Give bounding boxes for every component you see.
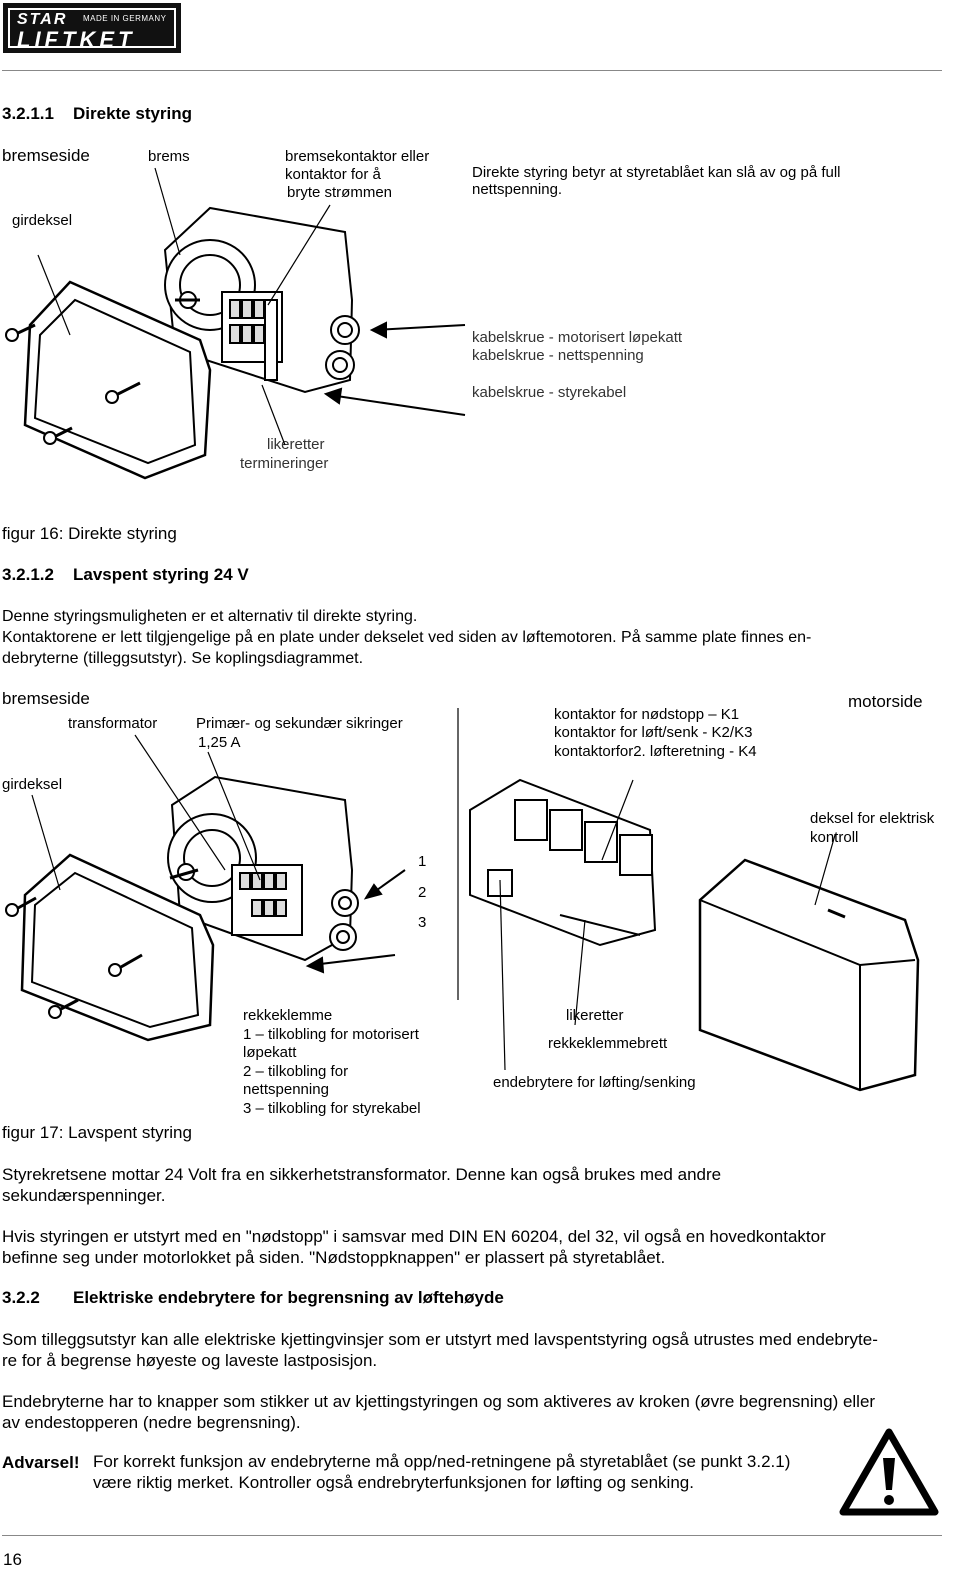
body4-line2: av endestopperen (nedre begrensning). xyxy=(2,1413,301,1432)
body1-line2: sekundærspenninger. xyxy=(2,1186,166,1205)
section-number: 3.2.1.1 xyxy=(2,104,54,123)
section-title: Direkte styring xyxy=(73,104,193,123)
fig17-label-n1: 1 xyxy=(418,853,427,870)
fig17-label-transformator: transformator xyxy=(68,715,158,732)
body2-line1: Hvis styringen er utstyrt med en "nødstopp" i samsvar med DIN EN 60204, del 32, vil også en hovedkontaktor xyxy=(2,1227,826,1246)
fig17-label-n2: 2 xyxy=(418,884,427,901)
fig17-label-n3: 3 xyxy=(418,914,427,931)
warning-line1: For korrekt funksjon av endebryterne må opp/ned-retningene på styretablået (se punkt 3.2.1) xyxy=(93,1452,791,1471)
fig17-label-rekke-3: løpekatt xyxy=(243,1044,297,1061)
section2-p1: Denne styringsmuligheten er et alternativ til direkte styring. xyxy=(2,608,418,625)
fig17-label-bremseside: bremseside xyxy=(2,689,90,708)
fig16-label-termineringer: termineringer xyxy=(240,455,329,472)
page-number: 16 xyxy=(3,1550,22,1569)
warning-line2: være riktig merket. Kontroller også endrebryterfunksjonen for løfting og senking. xyxy=(93,1473,694,1492)
fig16-label-bremseside: bremseside xyxy=(2,146,90,165)
logo-brand-top: STAR xyxy=(17,11,68,28)
fig17-label-kontaktor-3: kontaktorfor2. løfteretning - K4 xyxy=(554,743,757,760)
fig17-caption: figur 17: Lavspent styring xyxy=(2,1123,192,1142)
fig16-label-bremsekontaktor-3: bryte strømmen xyxy=(287,184,393,201)
body3-line2: re for å begrense høyeste og laveste lastposisjon. xyxy=(2,1351,378,1370)
fig17-label-likeretter: likeretter xyxy=(566,1007,624,1024)
fig17-label-sikringer-1: Primær- og sekundær sikringer xyxy=(196,715,403,732)
body2-line2: befinne seg under motorlokket på siden. "Nødstoppknappen" er plassert på styretablået. xyxy=(2,1248,666,1267)
section2-p2-line1: Kontaktorene er lett tilgjengelige på en plate under dekselet ved siden av løftemotoren. På samme plate finnes en- xyxy=(2,629,812,646)
fig16-caption: figur 16: Direkte styring xyxy=(2,524,177,543)
footer-rule xyxy=(2,1535,942,1536)
fig17-label-rekke-2: 1 – tilkobling for motorisert xyxy=(243,1026,419,1043)
fig17-label-girdeksel: girdeksel xyxy=(2,776,63,793)
fig16-label-kabelskrue-motor: kabelskrue - motorisert løpekatt xyxy=(472,329,683,346)
fig16-label-kabelskrue-styre: kabelskrue - styrekabel xyxy=(472,384,627,401)
section2-title: Lavspent styring 24 V xyxy=(73,565,249,584)
fig17-label-kontaktor-1: kontaktor for nødstopp – K1 xyxy=(554,706,740,723)
logo-brand-bottom: LIFTKET xyxy=(17,27,136,52)
fig16-desc-line1: Direkte styring betyr at styretablået kan slå av og på full xyxy=(472,164,841,181)
section2-number: 3.2.1.2 xyxy=(2,565,54,584)
fig17-label-rekke-5: nettspenning xyxy=(243,1081,329,1098)
fig17-label-motorside: motorside xyxy=(848,692,923,711)
section3-number: 3.2.2 xyxy=(2,1288,40,1307)
brand-logo xyxy=(3,3,181,53)
fig17-label-endebrytere: endebrytere for løfting/senking xyxy=(493,1074,696,1091)
warning-label: Advarsel! xyxy=(2,1453,80,1472)
fig16-label-bremsekontaktor-2: kontaktor for å xyxy=(285,166,381,183)
fig17-label-rekke-6: 3 – tilkobling for styrekabel xyxy=(243,1100,421,1117)
section3-title: Elektriske endebrytere for begrensning av løftehøyde xyxy=(73,1288,504,1307)
fig16-label-girdeksel: girdeksel xyxy=(12,212,73,229)
header-rule xyxy=(2,70,942,71)
fig16-label-kabelskrue-nett: kabelskrue - nettspenning xyxy=(472,347,644,364)
body3-line1: Som tilleggsutstyr kan alle elektriske kjettingvinsjer som er utstyrt med lavspentstyring også utrustes med endebryte- xyxy=(2,1330,878,1349)
fig17-label-deksel-2: kontroll xyxy=(810,829,859,846)
fig17-label-kontaktor-2: kontaktor for løft/senk - K2/K3 xyxy=(554,724,753,741)
fig17-label-rekke-4: 2 – tilkobling for xyxy=(243,1063,349,1080)
body4-line1: Endebryterne har to knapper som stikker ut av kjettingstyringen og som aktiveres av kroken (øvre begrensning) eller xyxy=(2,1392,876,1411)
fig16-desc-line2: nettspenning. xyxy=(472,181,563,198)
fig16-label-likeretter: likeretter xyxy=(267,436,325,453)
section2-p2-line2: debryterne (tilleggsutstyr). Se koplingsdiagrammet. xyxy=(2,650,364,667)
fig16-label-brems: brems xyxy=(148,148,190,165)
fig17-label-sikringer-2: 1,25 A xyxy=(198,734,241,751)
logo-tagline: MADE IN GERMANY xyxy=(83,14,167,23)
fig17-label-deksel-1: deksel for elektrisk xyxy=(810,810,935,827)
fig16-label-bremsekontaktor-1: bremsekontaktor eller xyxy=(285,148,430,165)
body1-line1: Styrekretsene mottar 24 Volt fra en sikkerhetstransformator. Denne kan også brukes med andre xyxy=(2,1165,722,1184)
fig17-label-rekkeklemmebrett: rekkeklemmebrett xyxy=(548,1035,668,1052)
fig17-label-rekke-1: rekkeklemme xyxy=(243,1007,333,1024)
